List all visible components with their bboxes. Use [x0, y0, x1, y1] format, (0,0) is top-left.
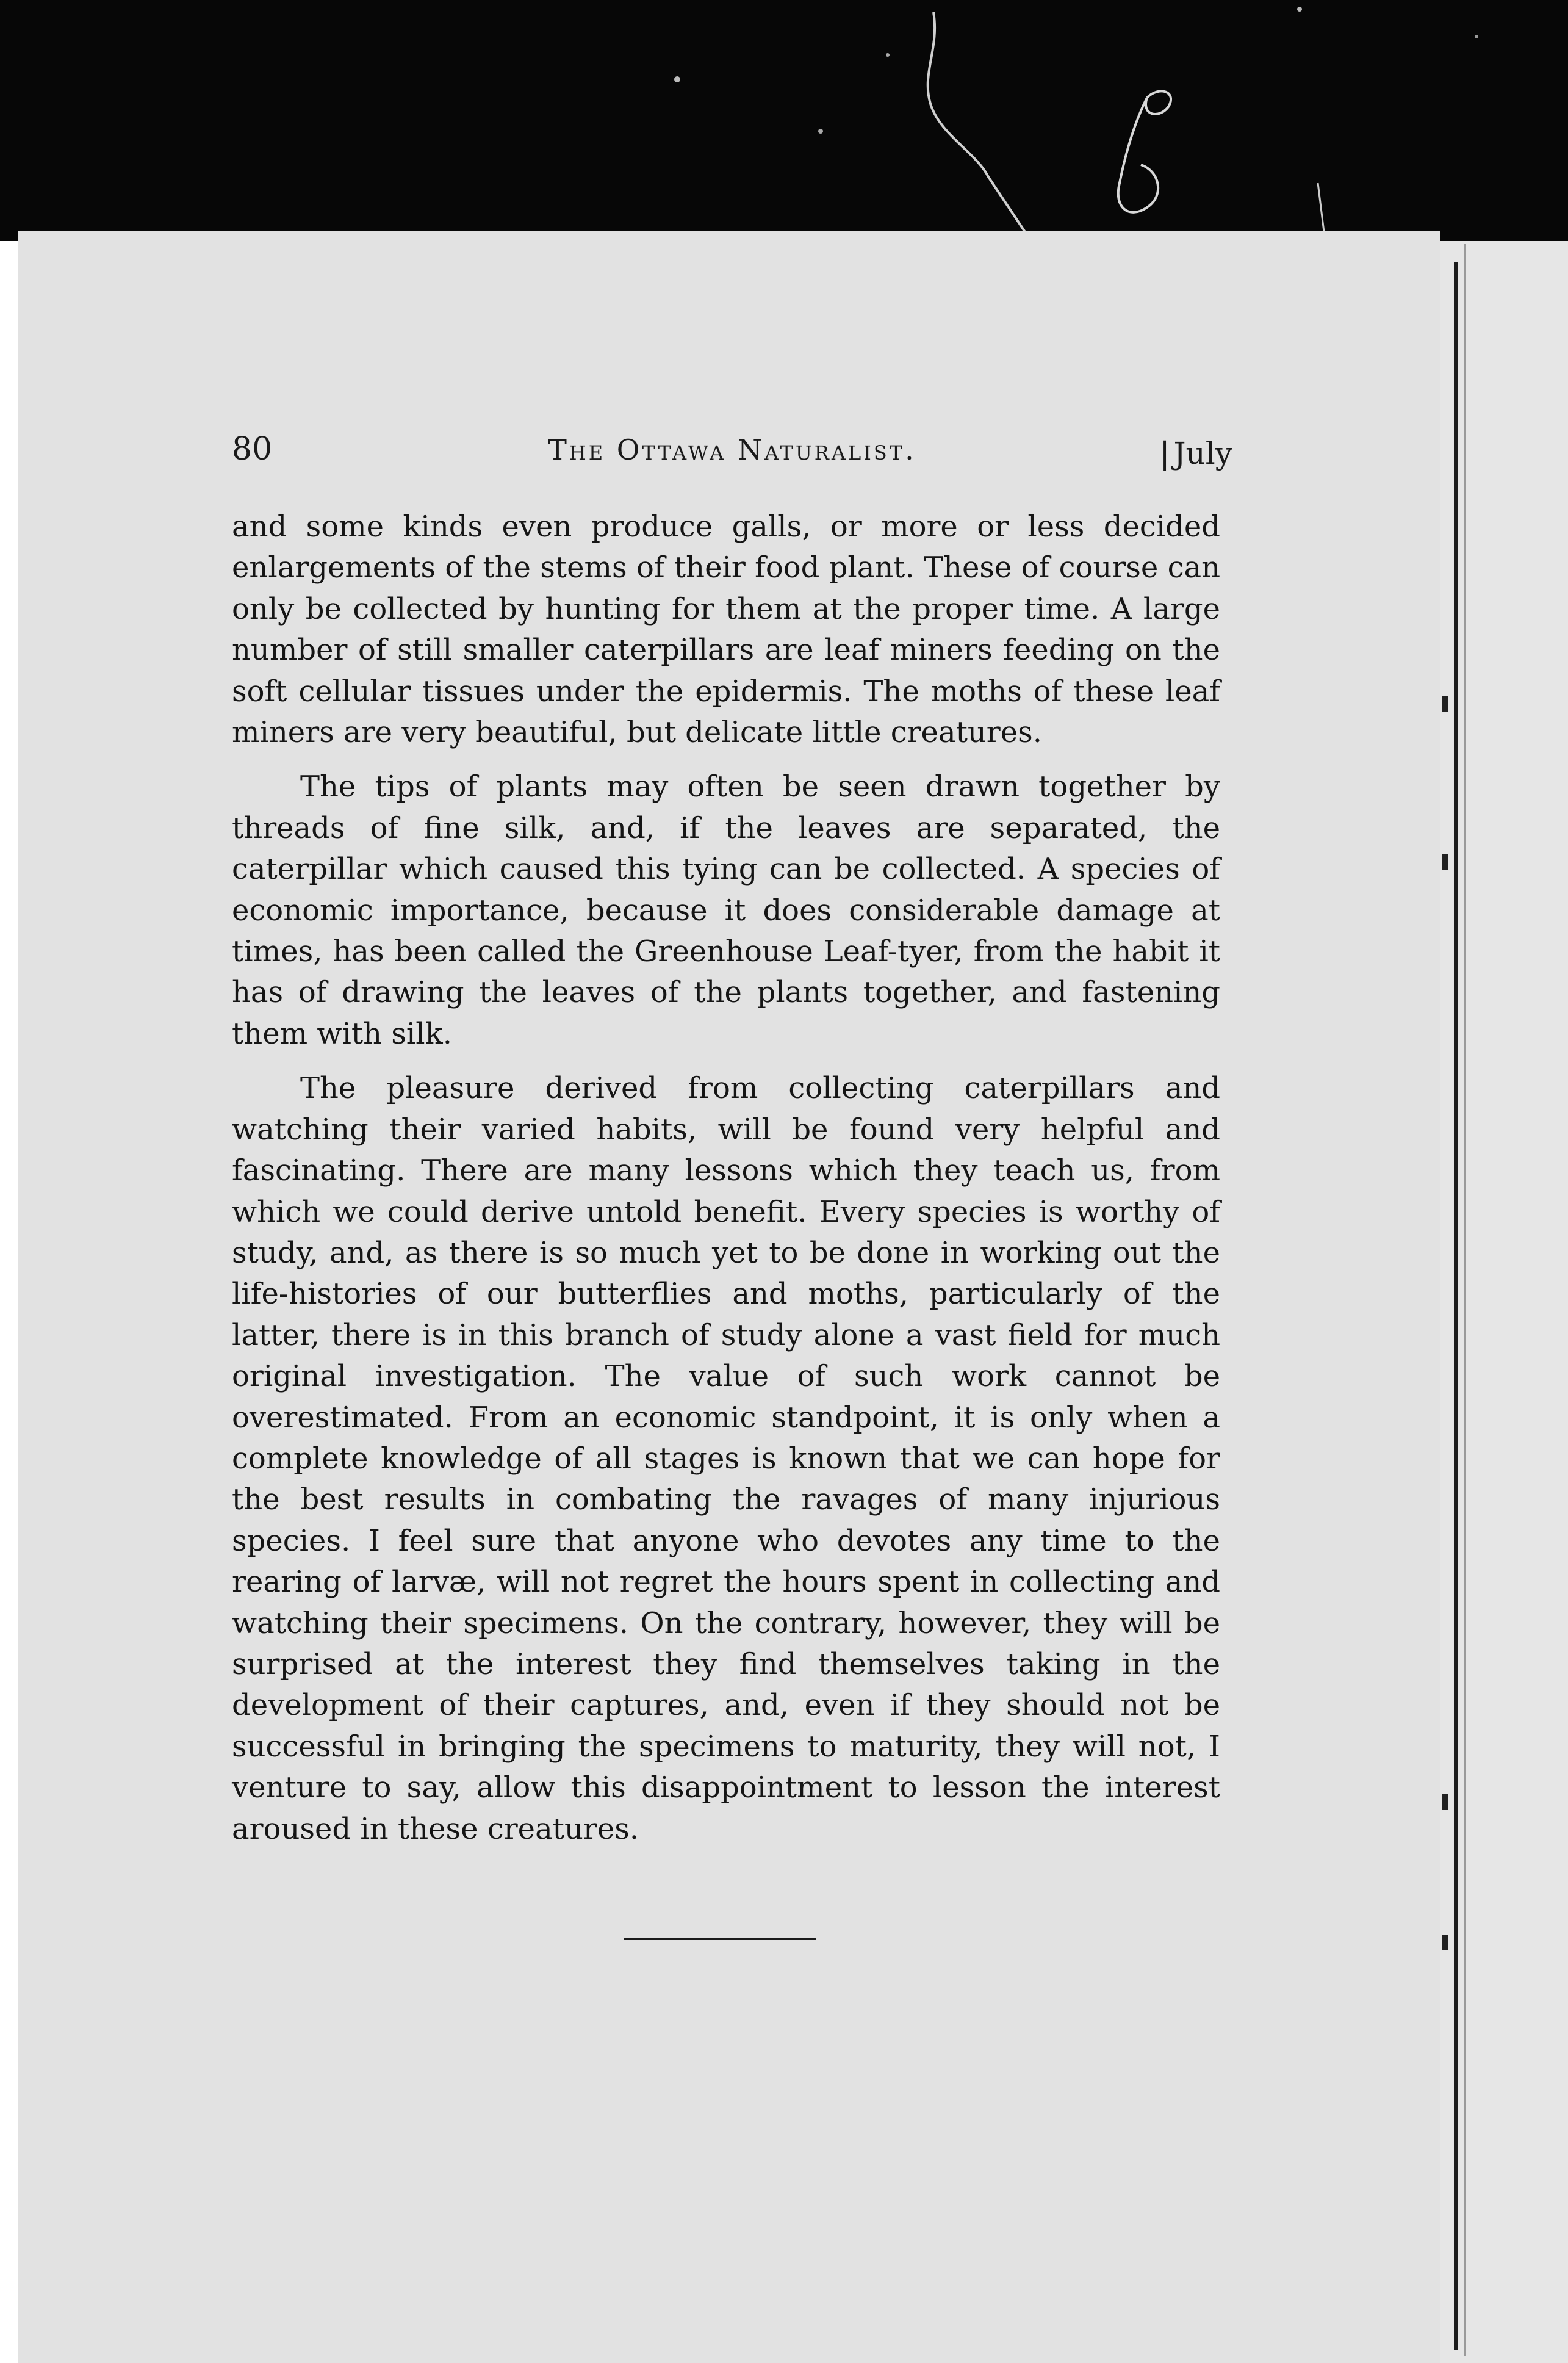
- dust-fiber-decoration: [0, 0, 1568, 241]
- edge-mark: [1442, 1935, 1448, 1950]
- edge-mark: [1442, 854, 1448, 870]
- paragraph: and some kinds even produce galls, or more or less decided enlargements of the stems of their food plant. These of course can only be collected by hunting for them at the proper time. A large number of still smaller caterpillars are leaf miners feeding on the soft cellular tissues under the epidermis. The moths of these leaf miners are very beautiful, but delicate little creatures.: [232, 510, 1220, 750]
- edge-mark: [1442, 1794, 1448, 1810]
- paragraph: The pleasure derived from collecting caterpillars and watching their varied habits, will be found very helpful and fascinating. There are many lessons which they teach us, from which we could derive untold benefit. Every species is worthy of study, and, as there is so much yet to be done in working out the life-histories of our butterflies and moths, particularly of the latter, there is in this branch of study alone a vast field for much original investigation. The value of such work cannot be overestimated. From an economic standpoint, it is only when a complete knowledge of all stages is known that we can hope for the best results in combating the ravages of many injurious species. I feel sure that anyone who devotes any time to the rearing of larvæ, will not regret the hours spent in collecting and watching their specimens. On the contrary, however, they will be surprised at the interest they find themselves taking in the development of their captures, and, even if they should not be successful in bringing the specimens to maturity, they will not, I venture to say, allow this disappointment to lesson the interest aroused in these creatures.: [232, 1071, 1220, 1846]
- adjacent-page-edge: [1440, 241, 1568, 2363]
- scanner-background: [0, 0, 1568, 241]
- running-head: [232, 431, 1232, 486]
- journal-title: The Ottawa Naturalist.: [548, 433, 916, 466]
- issue-month: | July: [1160, 436, 1232, 471]
- page-number: 80: [232, 431, 273, 467]
- article-body: [232, 507, 1220, 1863]
- binding-edge-shadow: [1464, 244, 1466, 2356]
- paragraph: The tips of plants may often be seen drawn together by threads of fine silk, and, if the leaves are separated, the caterpillar which caused this tying can be collected. A species of economic importance, because it does considerable damage at times, has been called the Greenhouse Leaf-tyer, from the habit it has of drawing the leaves of the plants together, and fastening them with silk.: [232, 770, 1220, 1051]
- binding-edge-line: [1454, 262, 1458, 2350]
- section-end-rule: [624, 1938, 816, 1940]
- edge-mark: [1442, 696, 1448, 712]
